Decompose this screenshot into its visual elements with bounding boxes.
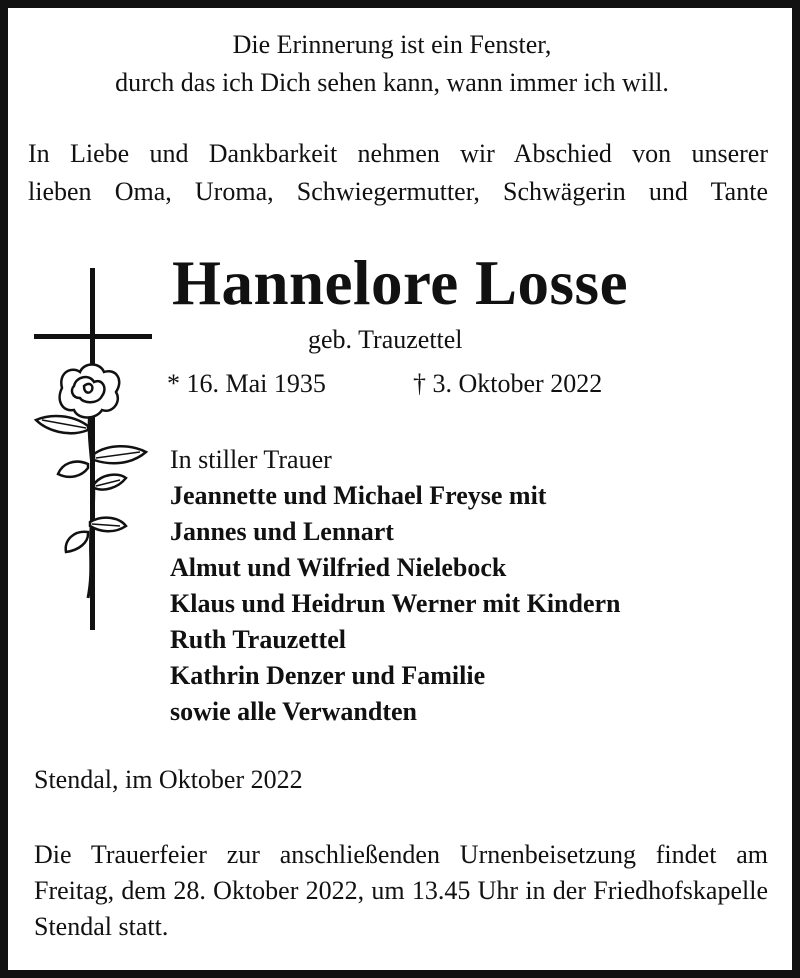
place-date: Stendal, im Oktober 2022 — [34, 765, 303, 794]
mourner-line: Almut und Wilfried Nielebock — [170, 553, 507, 582]
cross-horizontal-beam — [34, 334, 152, 339]
mourners-lead: In stiller Trauer — [170, 445, 332, 474]
mourner-line: Jannes und Lennart — [170, 517, 394, 546]
deceased-name: Hannelore Losse — [171, 248, 629, 318]
memorial-quote — [0, 26, 784, 102]
mourner-line: Jeannette und Michael Freyse mit — [170, 481, 547, 510]
cross-with-rose-icon — [28, 268, 158, 638]
ceremony-details: Die Trauerfeier zur anschließenden Urnenbeisetzung findet am Freitag, dem 28. Oktober 2022, um 13.45 Uhr in der Friedhofskapelle Stendal statt. — [34, 840, 768, 941]
intro-line-1: In Liebe und Dankbarkeit nehmen wir Abschied von unserer — [28, 139, 768, 168]
maiden-name: geb. Trauzettel — [308, 325, 463, 354]
intro-text — [28, 135, 768, 211]
mourners-list — [170, 442, 621, 730]
mourner-line: Ruth Trauzettel — [170, 625, 346, 654]
mourner-line: sowie alle Verwandten — [170, 697, 417, 726]
mourner-line: Klaus und Heidrun Werner mit Kindern — [170, 589, 621, 618]
quote-line-2: durch das ich Dich sehen kann, wann immer ich will. — [115, 68, 669, 97]
quote-line-1: Die Erinnerung ist ein Fenster, — [232, 30, 552, 59]
death-date: † 3. Oktober 2022 — [413, 369, 603, 398]
birth-date: * 16. Mai 1935 — [167, 369, 326, 398]
intro-line-2: lieben Oma, Uroma, Schwiegermutter, Schwägerin und Tante — [28, 177, 768, 206]
mourner-line: Kathrin Denzer und Familie — [170, 661, 486, 690]
